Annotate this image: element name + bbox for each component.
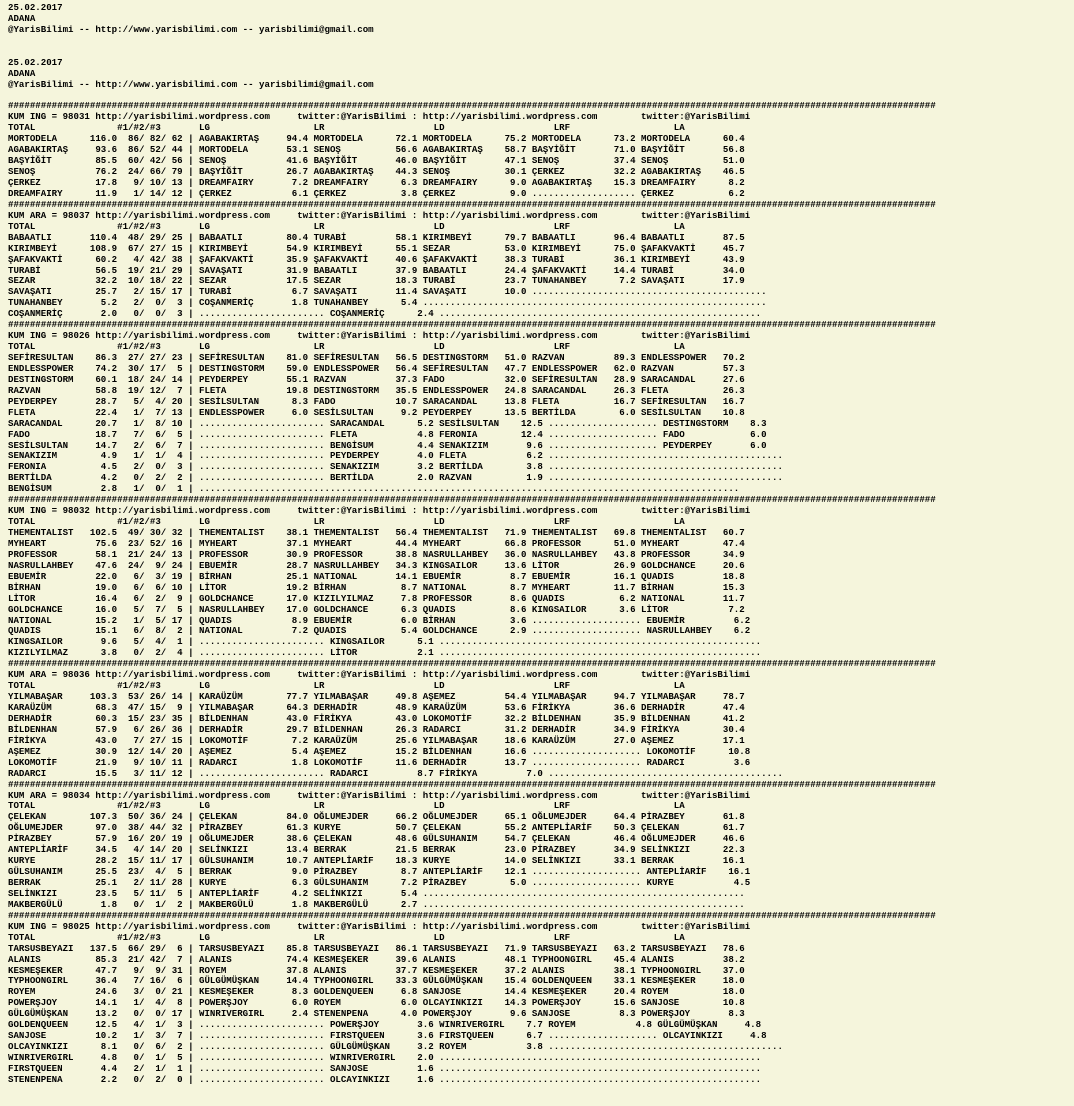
text-line: KESMEŞEKER 47.7 9/ 9/ 31 | ROYEM 37.8 ALANIS 37.7 KESMEŞEKER 37.2 ALANIS 38.1 TYPHOONGIRL 37.0: [8, 964, 745, 976]
text-line: SANJOSE 10.2 1/ 3/ 7 | ....................... FIRSTQUEEN 3.6 FIRSTQUEEN 6.7 .................... OLCAYINKIZI 4.8: [8, 1030, 767, 1042]
text-line: KIZILYILMAZ 3.8 0/ 2/ 4 | ....................... LİTOR 2.1 ...........................................................: [8, 647, 762, 659]
race-header-line: KUM ARA = 98034 http://yarisbilimi.wordpress.com twitter:@YarisBilimi : http://yarisbilimi.wordpress.com twitter:@YarisBilimi: [8, 789, 751, 801]
text-line: FLETA 22.4 1/ 7/ 13 | ENDLESSPOWER 6.0 SESİLSULTAN 9.2 PEYDERPEY 13.5 BERTİLDA 6.0 SESİLSULTAN 10.8: [8, 406, 745, 418]
text-line: SENOŞ 76.2 24/ 66/ 79 | BAŞYİĞİT 26.7 AGABAKIRTAŞ 44.3 SENOŞ 30.1 ÇERKEZ 32.2 AGABAKIRTAŞ 46.5: [8, 166, 745, 178]
column-header-line: TOTAL #1/#2/#3 LG LR LD LRF LA: [8, 680, 685, 692]
race-header-line: KUM ING = 98026 http://yarisbilimi.wordpress.com twitter:@YarisBilimi : http://yarisbilimi.wordpress.com twitter:@YarisBilimi: [8, 330, 751, 342]
text-line: KURYE 28.2 15/ 11/ 17 | GÜLSUHANIM 10.7 ANTEPLİARİF 18.3 KURYE 14.0 SELİNKIZI 33.1 BERRAK 16.1: [8, 855, 745, 867]
text-line: FADO 18.7 7/ 6/ 5 | ....................... FLETA 4.8 FERONIA 12.4 .................... FADO 6.0: [8, 428, 767, 440]
text-line: RADARCI 15.5 3/ 11/ 12 | ....................... RADARCI 8.7 FİRİKYA 7.0 ...........................................: [8, 767, 783, 779]
text-line: ADANA: [8, 67, 36, 79]
text-line: SEFİRESULTAN 86.3 27/ 27/ 23 | SEFİRESULTAN 81.0 SEFİRESULTAN 56.5 DESTINGSTORM 51.0 RAZVAN 89.3 ENDLESSPOWER 70.2: [8, 352, 745, 363]
separator-line: ##########################################################################################################################################################################: [8, 100, 936, 112]
text-line: NATIONAL 15.2 1/ 5/ 17 | QUADIS 8.9 EBUEMİR 6.0 BİRHAN 3.6 .................... EBUEMİR 6.2: [8, 614, 751, 626]
text-line: ŞAFAKVAKTİ 60.2 4/ 42/ 38 | ŞAFAKVAKTİ 35.9 ŞAFAKVAKTİ 40.6 ŞAFAKVAKTİ 38.3 TURABİ 36.1 KIRIMBEYİ 43.9: [8, 253, 745, 265]
text-line: GOLDENQUEEN 12.5 4/ 1/ 3 | ....................... POWERŞJOY 3.6 WINRIVERGIRL 7.7 ROYEM 4.8 GÜLGÜMÜŞKAN 4.8: [8, 1019, 762, 1031]
text-line: ENDLESSPOWER 74.2 30/ 17/ 5 | DESTINGSTORM 59.0 ENDLESSPOWER 56.4 SEFİRESULTAN 47.7 ENDLESSPOWER 62.0 RAZVAN 57.3: [8, 362, 745, 374]
text-line: AŞEMEZ 30.9 12/ 14/ 20 | AŞEMEZ 5.4 AŞEMEZ 15.2 BİLDENHAN 16.6 .................... LOKOMOTİF 10.8: [8, 745, 751, 757]
text-line: MORTODELA 116.0 86/ 82/ 62 | AGABAKIRTAŞ 94.4 MORTODELA 72.1 MORTODELA 75.2 MORTODELA 73.2 MORTODELA 60.4: [8, 133, 745, 145]
text-line: LİTOR 16.4 6/ 2/ 9 | GOLDCHANCE 17.0 KIZILYILMAZ 7.8 PROFESSOR 8.6 QUADIS 6.2 NATIONAL 11.7: [8, 592, 745, 604]
column-header-line: TOTAL #1/#2/#3 LG LR LD LRF LA: [8, 931, 685, 943]
text-line: BABAATLI 110.4 48/ 29/ 25 | BABAATLI 80.4 TURABİ 58.1 KIRIMBEYİ 79.7 BABAATLI 96.4 BABAATLI 87.5: [8, 231, 745, 243]
text-line: PİRAZBEY 57.9 16/ 20/ 19 | OĞLUMEJDER 38.6 ÇELEKAN 48.6 GÜLSUHANIM 54.7 ÇELEKAN 46.4 OĞLUMEJDER 46.6: [8, 833, 745, 845]
text-line: 25.02.2017: [8, 2, 63, 13]
text-line: SESİLSULTAN 14.7 2/ 6/ 7 | ....................... BENGİSUM 4.4 SENAKIZIM 9.6 .................... PEYDERPEY 6.0: [8, 439, 767, 451]
text-line: RAZVAN 58.8 19/ 12/ 7 | FLETA 19.8 DESTINGSTORM 35.5 ENDLESSPOWER 24.8 SARACANDAL 26.3 FLETA 26.3: [8, 384, 745, 396]
text-line: OLCAYINKIZI 8.1 0/ 6/ 2 | ....................... GÜLGÜMÜŞKAN 3.2 ROYEM 3.8 ...........................................: [8, 1041, 783, 1053]
text-line: KARAÜZÜM 68.3 47/ 15/ 9 | YILMABAŞAR 64.3 DERHADİR 48.9 KARAÜZÜM 53.6 FİRİKYA 36.6 DERHADİR 47.4: [8, 702, 745, 713]
race-header-line: KUM ARA = 98036 http://yarisbilimi.wordpress.com twitter:@YarisBilimi : http://yarisbilimi.wordpress.com twitter:@YarisBilimi: [8, 669, 751, 681]
text-line: TARSUSBEYAZI 137.5 66/ 29/ 6 | TARSUSBEYAZI 85.8 TARSUSBEYAZI 86.1 TARSUSBEYAZI 71.9 TARSUSBEYAZI 63.2 TARSUSBEYAZI 78.6: [8, 942, 745, 954]
text-line: QUADIS 15.1 6/ 8/ 2 | NATIONAL 7.2 QUADIS 5.4 GOLDCHANCE 2.9 .................... NASRULLAHBEY 6.2: [8, 625, 751, 637]
text-line: AGABAKIRTAŞ 93.6 86/ 52/ 44 | MORTODELA 53.1 SENOŞ 56.6 AGABAKIRTAŞ 58.7 BAŞYİĞİT 71.0 BAŞYİĞİT 56.8: [8, 144, 745, 156]
text-line: TYPHOONGIRL 36.4 7/ 16/ 6 | GÜLGÜMÜŞKAN 14.4 TYPHOONGIRL 33.3 GÜLGÜMÜŞKAN 15.4 GOLDENQUEEN 33.1 KESMEŞEKER 18.0: [8, 975, 745, 987]
text-line: PEYDERPEY 28.7 5/ 4/ 20 | SESİLSULTAN 8.3 FADO 10.7 SARACANDAL 13.8 FLETA 16.7 SEFİRESULTAN 16.7: [8, 395, 745, 407]
column-header-line: TOTAL #1/#2/#3 LG LR LD LRF LA: [8, 341, 685, 353]
text-line: ALANIS 85.3 21/ 42/ 7 | ALANIS 74.4 KESMEŞEKER 39.6 ALANIS 48.1 TYPHOONGIRL 45.4 ALANIS 38.2: [8, 953, 745, 965]
race-header-line: KUM ING = 98025 http://yarisbilimi.wordpress.com twitter:@YarisBilimi : http://yarisbilimi.wordpress.com twitter:@YarisBilimi: [8, 920, 751, 932]
separator-line: ##########################################################################################################################################################################: [8, 494, 936, 506]
text-line: BİLDENHAN 57.9 6/ 26/ 36 | DERHADİR 29.7 BİLDENHAN 26.3 RADARCI 31.2 DERHADİR 34.9 FİRİKYA 30.4: [8, 723, 745, 735]
column-header-line: TOTAL #1/#2/#3 LG LR LD LRF LA: [8, 220, 685, 232]
text-line: SAVAŞATI 25.7 2/ 15/ 17 | TURABİ 6.7 SAVAŞATI 11.4 SAVAŞATI 10.0 ...........................................: [8, 286, 767, 298]
text-line: YILMABAŞAR 103.3 53/ 26/ 14 | KARAÜZÜM 77.7 YILMABAŞAR 49.8 AŞEMEZ 54.4 YILMABAŞAR 94.7 YILMABAŞAR 78.7: [8, 691, 745, 703]
text-line: DREAMFAIRY 11.9 1/ 14/ 12 | ÇERKEZ 6.1 ÇERKEZ 3.8 ÇERKEZ 9.0 ................... ÇERKEZ 6.2: [8, 187, 745, 199]
text-line: MYHEART 75.6 23/ 52/ 16 | MYHEART 37.1 MYHEART 44.4 MYHEART 66.8 PROFESSOR 51.0 MYHEART 47.4: [8, 537, 745, 549]
text-line: NASRULLAHBEY 47.6 24/ 9/ 24 | EBUEMİR 28.7 NASRULLAHBEY 34.3 KINGSAILOR 13.6 LİTOR 26.9 GOLDCHANCE 20.6: [8, 559, 745, 571]
separator-line: ##########################################################################################################################################################################: [8, 909, 936, 921]
text-line: ÇELEKAN 107.3 50/ 36/ 24 | ÇELEKAN 84.0 OĞLUMEJDER 66.2 OĞLUMEJDER 65.1 OĞLUMEJDER 64.4 PİRAZBEY 61.8: [8, 811, 745, 823]
race-header-line: KUM ING = 98031 http://yarisbilimi.wordpress.com twitter:@YarisBilimi : http://yarisbilimi.wordpress.com twitter:@YarisBilimi: [8, 111, 751, 123]
text-line: @YarisBilimi -- http://www.yarisbilimi.com -- yarisbilimi@gmail.com: [8, 78, 374, 90]
text-line: GÜLGÜMÜŞKAN 13.2 0/ 0/ 17 | WINRIVERGIRL 2.4 STENENPENA 4.0 POWERŞJOY 9.6 SANJOSE 8.3 POWERŞJOY 8.3: [8, 1008, 745, 1020]
text-line: FİRİKYA 43.0 7/ 27/ 15 | LOKOMOTİF 7.2 KARAÜZÜM 25.6 YILMABAŞAR 18.6 KARAÜZÜM 27.0 AŞEMEZ 17.1: [8, 734, 745, 746]
column-header-line: TOTAL #1/#2/#3 LG LR LD LRF LA: [8, 516, 685, 528]
separator-line: ##########################################################################################################################################################################: [8, 778, 936, 790]
text-line: POWERŞJOY 14.1 1/ 4/ 8 | POWERŞJOY 6.0 ROYEM 6.0 OLCAYINKIZI 14.3 POWERŞJOY 15.6 SANJOSE 10.8: [8, 997, 745, 1009]
text-line: STENENPENA 2.2 0/ 2/ 0 | ....................... OLCAYINKIZI 1.6 ...........................................................: [8, 1073, 762, 1085]
column-header-line: TOTAL #1/#2/#3 LG LR LD LRF LA: [8, 122, 685, 134]
text-line: FERONIA 4.5 2/ 0/ 3 | ....................... SENAKIZIM 3.2 BERTİLDA 3.8 ...........................................: [8, 461, 783, 473]
text-line: KIRIMBEYİ 108.9 67/ 27/ 15 | KIRIMBEYİ 54.9 KIRIMBEYİ 55.1 SEZAR 53.0 KIRIMBEYİ 75.0 ŞAFAKVAKTİ 45.7: [8, 242, 745, 254]
text-line: MAKBERGÜLÜ 1.8 0/ 1/ 2 | MAKBERGÜLÜ 1.8 MAKBERGÜLÜ 2.7 ...........................................................: [8, 898, 745, 910]
race-header-line: KUM ING = 98032 http://yarisbilimi.wordpress.com twitter:@YarisBilimi : http://yarisbilimi.wordpress.com twitter:@YarisBilimi: [8, 505, 751, 517]
text-line: @YarisBilimi -- http://www.yarisbilimi.com -- yarisbilimi@gmail.com: [8, 23, 374, 35]
text-line: THEMENTALIST 102.5 49/ 30/ 32 | THEMENTALIST 38.1 THEMENTALIST 56.4 THEMENTALIST 71.9 THEMENTALIST 69.8 THEMENTALIST 60.7: [8, 527, 745, 538]
text-line: WINRIVERGIRL 4.8 0/ 1/ 5 | ....................... WINRIVERGIRL 2.0 ...........................................................: [8, 1052, 762, 1063]
text-line: DERHADİR 60.3 15/ 23/ 35 | BİLDENHAN 43.0 FİRİKYA 43.0 LOKOMOTİF 32.2 BİLDENHAN 35.9 BİLDENHAN 41.2: [8, 712, 745, 724]
text-line: BENGİSUM 2.8 1/ 0/ 1 | ...................................................................................................: [8, 483, 740, 495]
race-header-line: KUM ARA = 98037 http://yarisbilimi.wordpress.com twitter:@YarisBilimi : http://yarisbilimi.wordpress.com twitter:@YarisBilimi: [8, 209, 751, 221]
text-line: TURABİ 56.5 19/ 21/ 29 | SAVAŞATI 31.9 BABAATLI 37.9 BABAATLI 24.4 ŞAFAKVAKTİ 14.4 TURABİ 34.0: [8, 264, 745, 276]
separator-line: ##########################################################################################################################################################################: [8, 658, 936, 670]
text-line: GOLDCHANCE 16.0 5/ 7/ 5 | NASRULLAHBEY 17.0 GOLDCHANCE 6.3 QUADIS 8.6 KINGSAILOR 3.6 LİTOR 7.2: [8, 603, 745, 615]
text-line: LOKOMOTİF 21.9 9/ 10/ 11 | RADARCI 1.8 LOKOMOTİF 11.6 DERHADİR 13.7 .................... RADARCI 3.6: [8, 756, 751, 768]
text-line: SARACANDAL 20.7 1/ 8/ 10 | ....................... SARACANDAL 5.2 SESİLSULTAN 12.5 .................... DESTINGSTORM 8.3: [8, 417, 767, 429]
text-line: BERRAK 25.1 2/ 11/ 28 | KURYE 6.3 GÜLSUHANIM 7.2 PİRAZBEY 5.0 .................... KURYE 4.5: [8, 877, 751, 888]
blank-line: [8, 47, 1074, 58]
text-line: OĞLUMEJDER 97.0 38/ 44/ 32 | PİRAZBEY 61.3 KURYE 50.7 ÇELEKAN 55.2 ANTEPLİARİF 50.3 ÇELEKAN 61.7: [8, 822, 745, 834]
text-line: GÜLSUHANIM 25.5 23/ 4/ 5 | BERRAK 9.0 PİRAZBEY 8.7 ANTEPLİARİF 12.1 .................... ANTEPLİARİF 16.1: [8, 866, 751, 878]
text-line: ÇERKEZ 17.8 9/ 10/ 13 | DREAMFAIRY 7.2 DREAMFAIRY 6.3 DREAMFAIRY 9.0 AGABAKIRTAŞ 15.3 DREAMFAIRY 8.2: [8, 177, 745, 188]
separator-line: ##########################################################################################################################################################################: [8, 198, 936, 210]
text-line: BİRHAN 19.0 6/ 6/ 10 | LİTOR 19.2 BİRHAN 8.7 NATIONAL 8.7 MYHEART 11.7 BİRHAN 15.3: [8, 581, 745, 593]
text-line: BAŞYİĞİT 85.5 60/ 42/ 56 | SENOŞ 41.6 BAŞYİĞİT 46.0 BAŞYİĞİT 47.1 SENOŞ 37.4 SENOŞ 51.0: [8, 155, 745, 167]
text-line: ADANA: [8, 12, 36, 24]
separator-line: ##########################################################################################################################################################################: [8, 319, 936, 331]
text-line: FIRSTQUEEN 4.4 2/ 1/ 1 | ....................... SANJOSE 1.6 ...........................................................: [8, 1062, 762, 1074]
text-line: EBUEMİR 22.0 6/ 3/ 19 | BİRHAN 25.1 NATIONAL 14.1 EBUEMİR 8.7 EBUEMİR 16.1 QUADIS 18.8: [8, 570, 745, 582]
text-line: ANTEPLİARİF 34.5 4/ 14/ 20 | SELİNKIZI 13.4 BERRAK 21.5 BERRAK 23.0 PİRAZBEY 34.9 SELİNKIZI 22.3: [8, 844, 745, 856]
text-line: 25.02.2017: [8, 56, 63, 68]
column-header-line: TOTAL #1/#2/#3 LG LR LD LRF LA: [8, 800, 685, 812]
text-line: BERTİLDA 4.2 0/ 2/ 2 | ....................... BERTİLDA 2.0 RAZVAN 1.9 ...........................................: [8, 472, 783, 484]
blank-line: [8, 36, 1074, 47]
text-line: PROFESSOR 58.1 21/ 24/ 13 | PROFESSOR 30.9 PROFESSOR 38.8 NASRULLAHBEY 36.0 NASRULLAHBEY 43.8 PROFESSOR 34.9: [8, 548, 745, 560]
text-line: ROYEM 24.6 3/ 0/ 21 | KESMEŞEKER 8.3 GOLDENQUEEN 6.8 SANJOSE 14.4 KESMEŞEKER 20.4 ROYEM 18.0: [8, 986, 745, 998]
text-line: SEZAR 32.2 10/ 18/ 22 | SEZAR 17.5 SEZAR 18.3 TURABİ 23.7 TUNAHANBEY 7.2 SAVAŞATI 17.9: [8, 275, 745, 287]
text-line: KINGSAILOR 9.6 5/ 4/ 1 | ....................... KINGSAILOR 5.1 ...........................................................: [8, 636, 762, 648]
text-line: SELİNKIZI 23.5 5/ 11/ 5 | ANTEPLİARİF 4.2 SELİNKIZI 5.4 ...........................................................: [8, 887, 745, 899]
text-line: TUNAHANBEY 5.2 2/ 0/ 3 | COŞANMERİÇ 1.8 TUNAHANBEY 5.4 ...............................................................: [8, 297, 767, 309]
text-line: COŞANMERİÇ 2.0 0/ 0/ 3 | ....................... COŞANMERİÇ 2.4 ...........................................................: [8, 308, 762, 320]
text-line: DESTINGSTORM 60.1 18/ 24/ 14 | PEYDERPEY 55.1 RAZVAN 37.3 FADO 32.0 SEFİRESULTAN 28.9 SARACANDAL 27.6: [8, 373, 745, 385]
text-line: SENAKIZIM 4.9 1/ 1/ 4 | ....................... PEYDERPEY 4.0 FLETA 6.2 ...........................................: [8, 450, 783, 462]
